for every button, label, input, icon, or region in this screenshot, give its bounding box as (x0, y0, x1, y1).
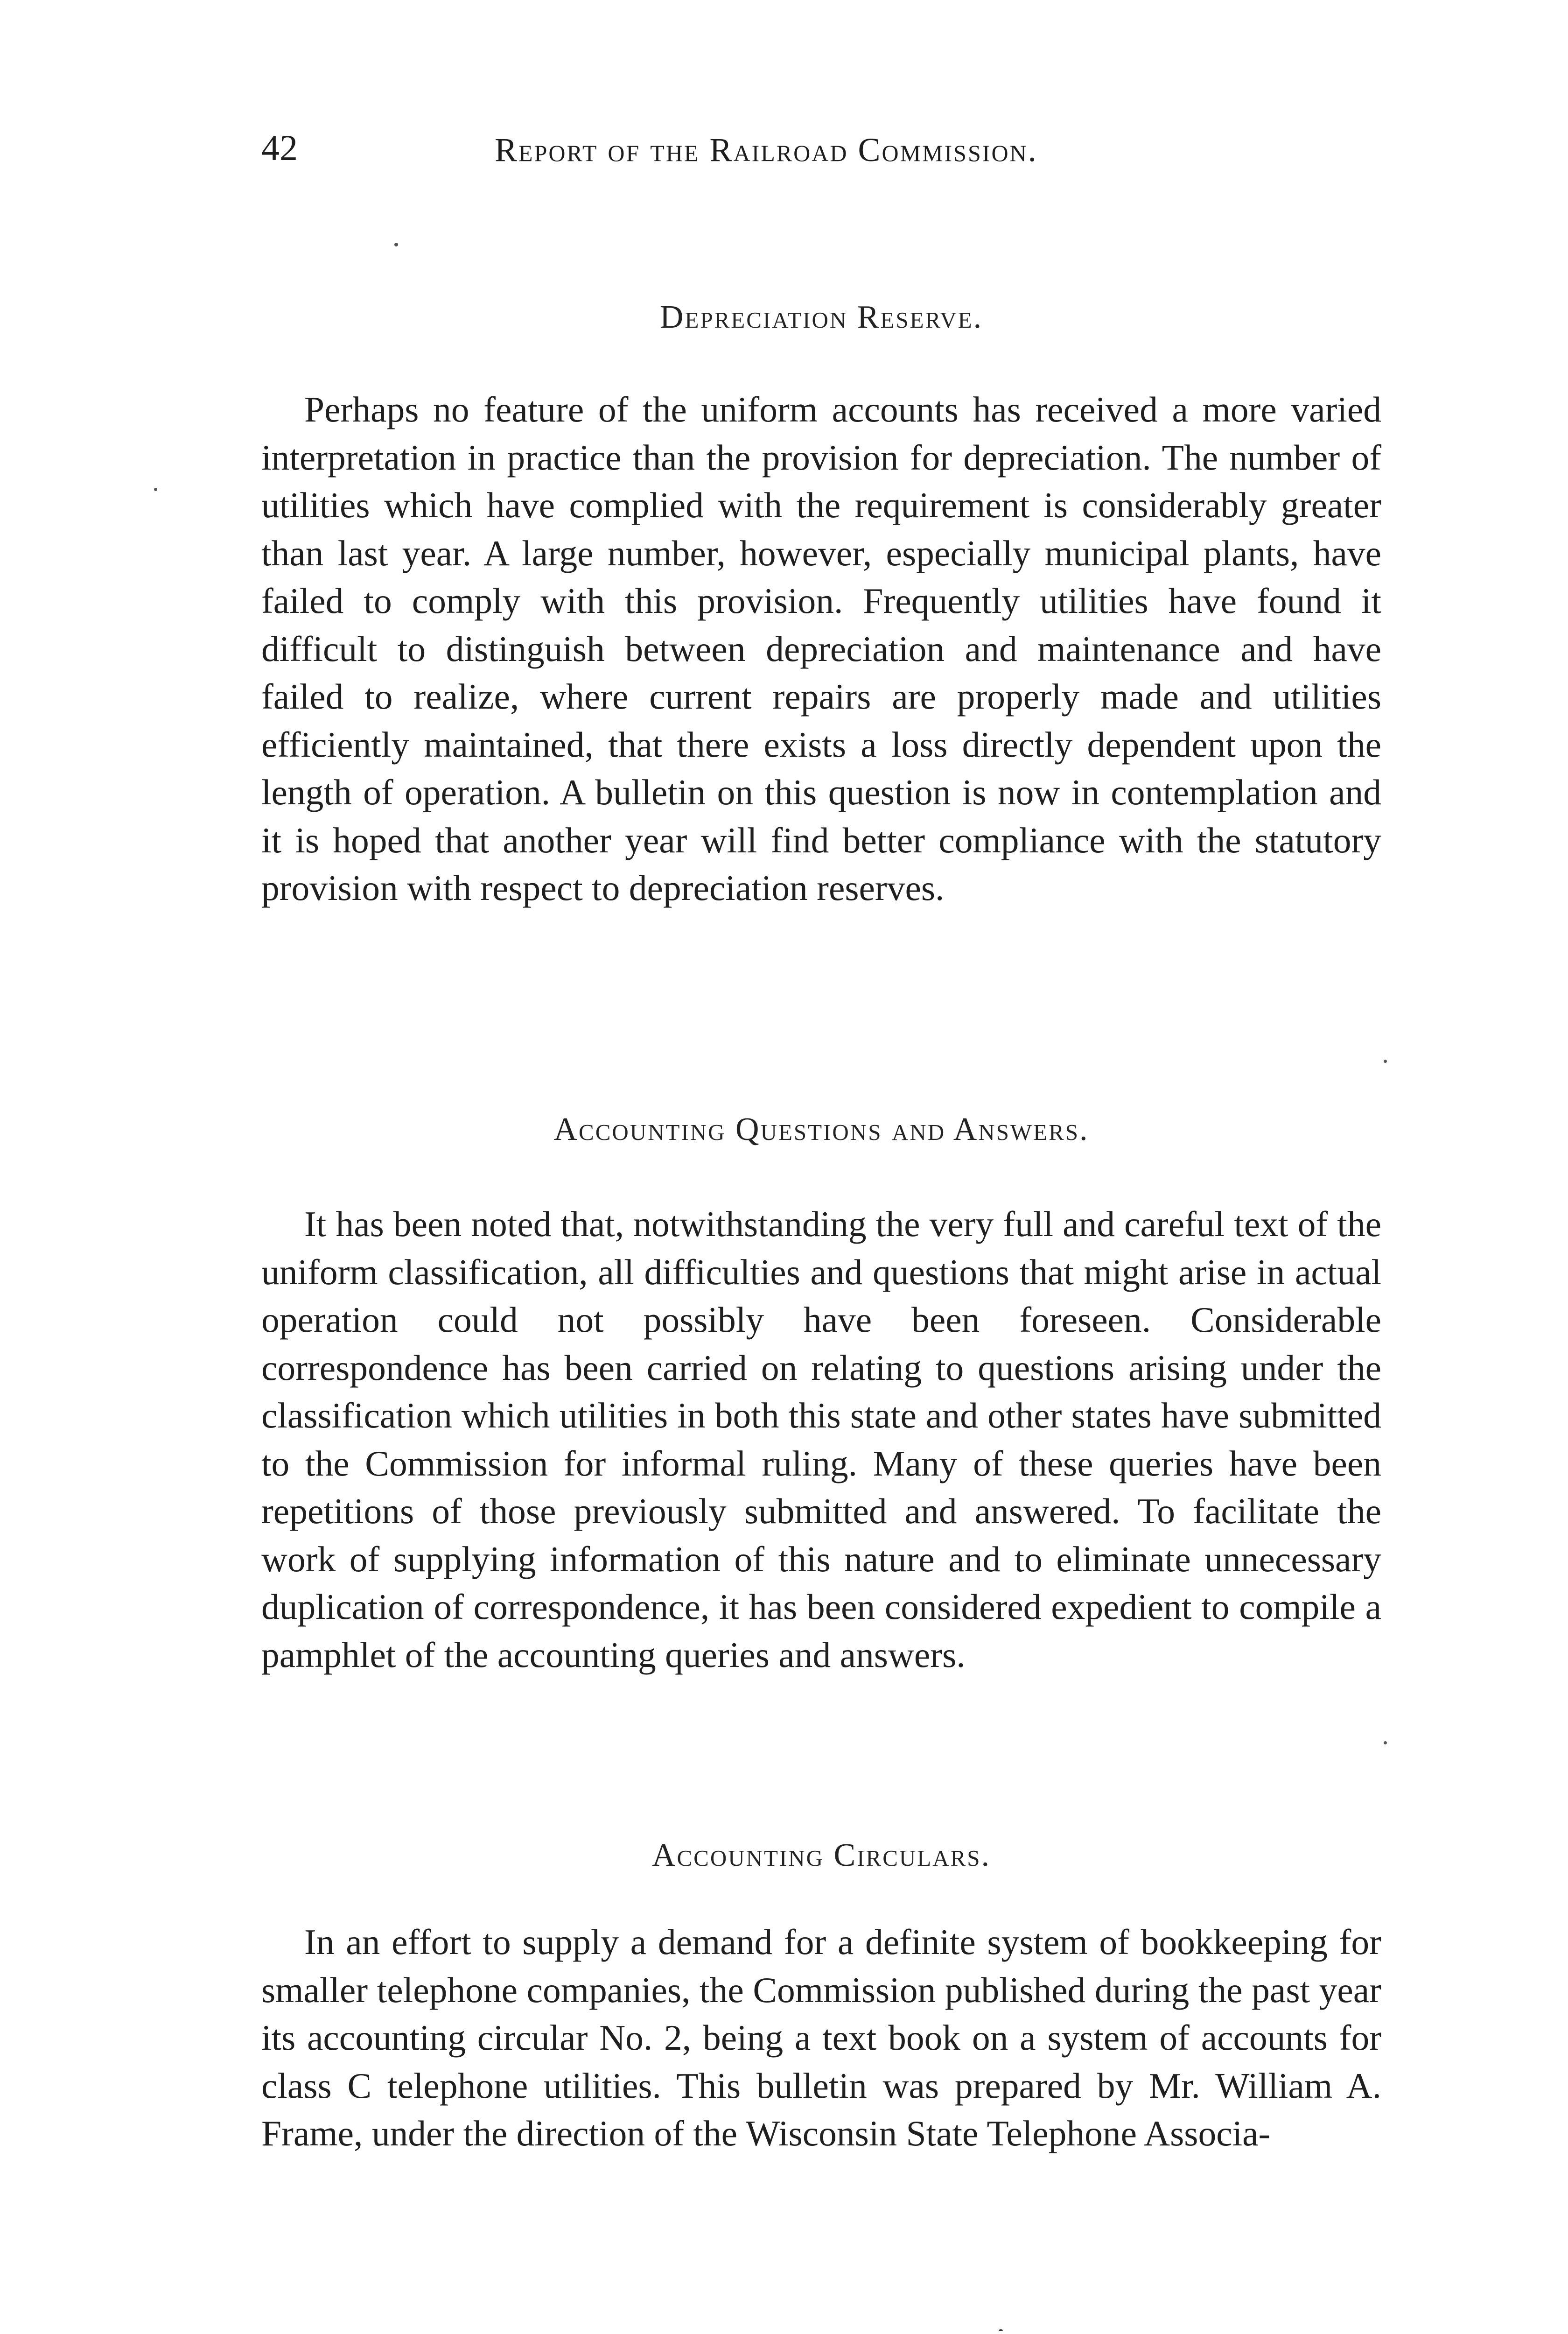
scan-speck (1384, 1741, 1387, 1744)
paragraph-accounting-questions: It has been noted that, notwithstanding the very full and careful text of the uniform classification, all difficulties and questions that might arise in actual operation could not possibly have been foreseen. Considerable correspondence has been carried on relating to questions arising under the classification which utilities in both this state and other states have submitted to the Commission for informal ruling. Many of these queries have been repetitions of those previously submitted and answered. To facilitate the work of supplying information of this nature and to eliminate unnecessary duplication of correspondence, it has been considered expedient to compile a pamphlet of the accounting queries and answers. (261, 1204, 1381, 1675)
scan-speck (154, 488, 157, 491)
scan-speck (394, 243, 398, 246)
paragraph-accounting-circulars: In an effort to supply a demand for a definite system of bookkeeping for smaller telephone companies, the Commission published during the past year its accounting circular No. 2, being a text book on a system of accounts for class C telephone utilities. This bulletin was prepared by Mr. William A. Frame, under the direction of the Wisconsin State Telephone Associa- (261, 1922, 1381, 2153)
page-number: 42 (261, 127, 298, 168)
section-heading-accounting-questions: Accounting Questions and Answers. (553, 1111, 1089, 1147)
section-heading-accounting-circulars: Accounting Circulars. (651, 1837, 991, 1873)
scan-speck (999, 2329, 1003, 2331)
scan-speck (1384, 1060, 1387, 1063)
section-heading-depreciation-reserve: Depreciation Reserve. (659, 299, 983, 335)
running-title: Report of the Railroad Commission. (495, 131, 1038, 169)
paragraph-depreciation-reserve: Perhaps no feature of the uniform accounts has received a more varied interpretation in practice than the provision for depreciation. The number of utilities which have complied with the requirement is considerably greater than last year. A large number, however, especially municipal plants, have failed to comply with this provision. Frequently utilities have found it difficult to distinguish between depreciation and maintenance and have failed to realize, where current repairs are properly made and utilities efficiently maintained, that there exists a loss directly dependent upon the length of operation. A bulletin on this question is now in contemplation and it is hoped that another year will find better compliance with the statutory provision with respect to depreciation reserves. (261, 389, 1381, 908)
